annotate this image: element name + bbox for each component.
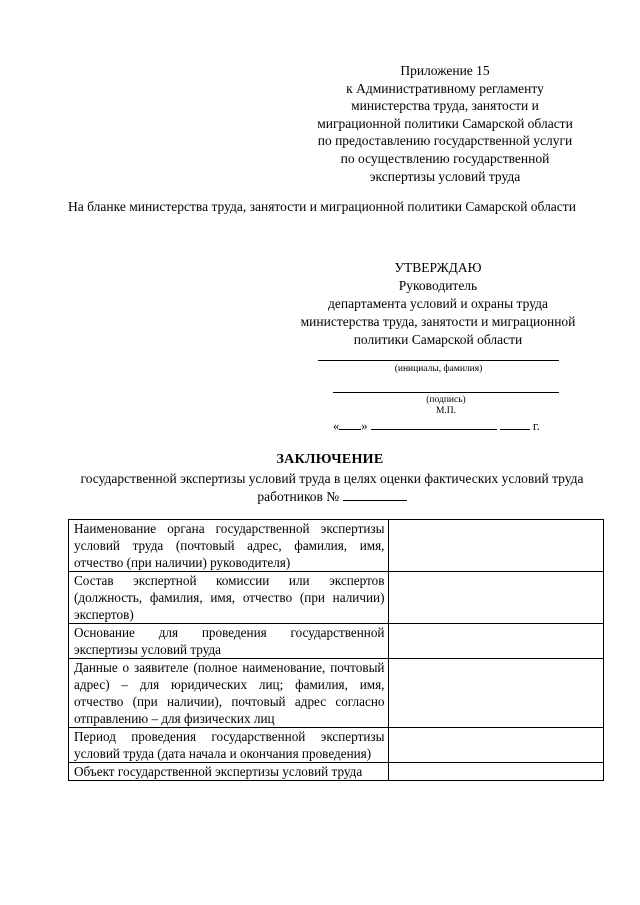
name-caption: (инициалы, фамилия) [394,364,483,374]
number-blank [343,488,407,501]
approval-line: министерства труда, занятости и миграционной [300,314,576,329]
approval-block [280,259,596,349]
year-suffix: г. [532,419,540,433]
signature-caption: (подпись) [426,395,466,405]
stamp-label: М.П. [435,406,457,416]
approval-line: УТВЕРЖДАЮ [394,260,482,275]
appendix-line: по предоставлению государственной услуги [317,133,573,149]
appendix-line: миграционной политики Самарской области [317,115,573,131]
date-close-quote: » [361,419,368,433]
approval-date-line [333,418,563,434]
row-value [389,572,604,624]
month-blank [371,418,497,430]
table-row [69,728,604,763]
document-subtitle [62,470,602,506]
table-row [69,520,604,572]
row-value [389,520,604,572]
letterhead-note: На бланке министерства труда, занятости и миграционной политики Самарской области [68,199,576,214]
table-row [69,572,604,624]
row-value [389,728,604,763]
appendix-line: экспертизы условий труда [369,168,521,184]
table-row [69,659,604,728]
appendix-line: министерства труда, занятости и [351,98,539,114]
row-label: Наименование органа государственной экспертизы условий труда (почтовый адрес, фамилия, имя, отчество (при наличии) руководителя) [69,520,389,572]
approval-line: политики Самарской области [353,332,523,347]
appendix-line: к Административному регламенту [346,80,544,96]
name-line [318,360,559,361]
row-label: Период проведения государственной экспертизы условий труда (дата начала и окончания проведения) [69,728,389,763]
approval-line: департамента условий и охраны труда [328,296,548,311]
year-blank [500,418,530,430]
table-row [69,624,604,659]
appendix-header [290,62,600,185]
signature-line [333,392,559,393]
row-label: Данные о заявителе (полное наименование, почтовый адрес) – для юридических лиц; фамилия, имя, отчество (при наличии), почтовый адрес согласно отправлению – для физических лиц [69,659,389,728]
appendix-line: Приложение 15 [400,63,490,78]
day-blank [339,418,361,430]
date-open-quote: « [333,419,340,433]
row-label: Основание для проведения государственной экспертизы условий труда [69,624,389,659]
document-title: ЗАКЛЮЧЕНИЕ [276,452,384,467]
row-value [389,659,604,728]
table-row [69,763,604,781]
conclusion-table [68,519,604,781]
row-label: Объект государственной экспертизы условий труда [69,763,389,781]
subtitle-text: государственной экспертизы условий труда в целях оценки фактических условий труда работников № [80,471,584,504]
row-label: Состав экспертной комиссии или экспертов (должность, фамилия, имя, отчество (при наличии) экспертов) [69,572,389,624]
row-value [389,624,604,659]
row-value [389,763,604,781]
appendix-line: по осуществлению государственной [340,150,550,166]
approval-line: Руководитель [398,278,478,293]
